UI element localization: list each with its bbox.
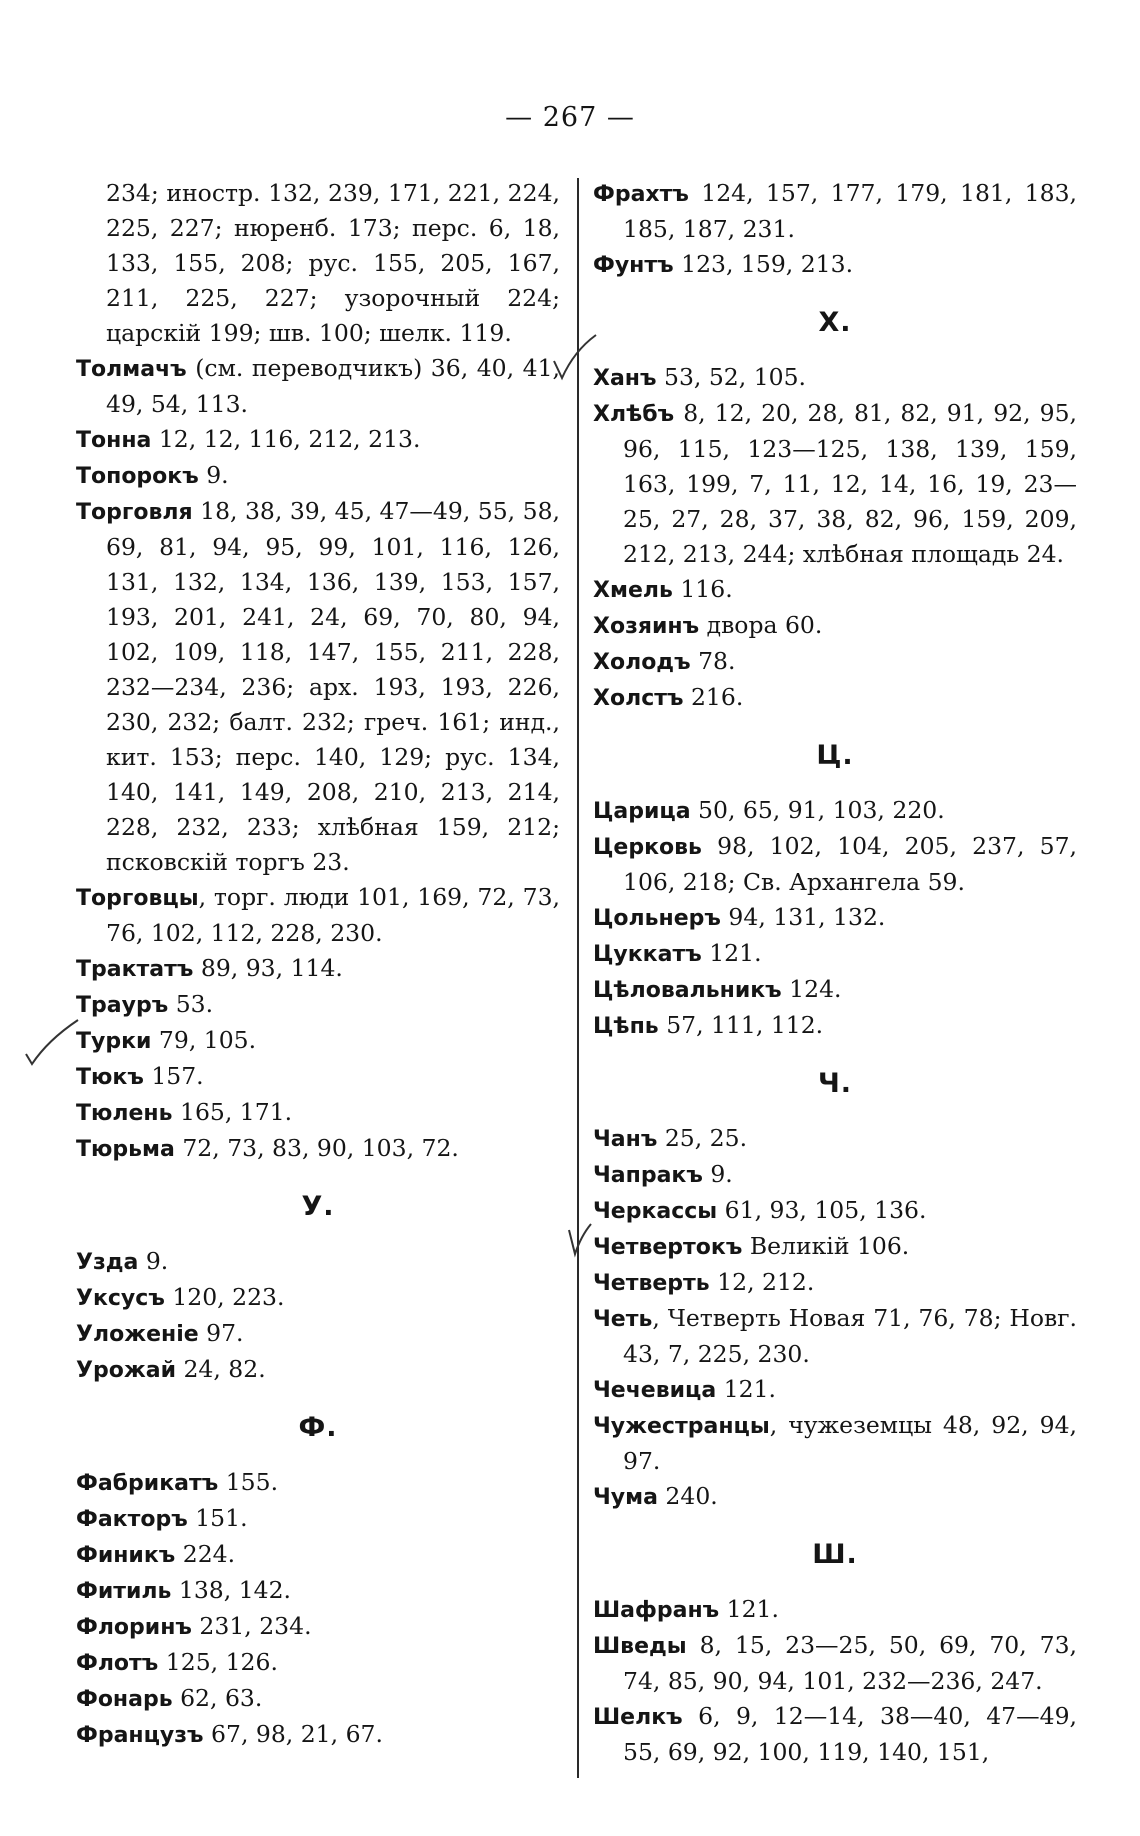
entry-head: Торговцы xyxy=(76,886,199,911)
index-entry xyxy=(593,1157,1077,1193)
entry-head: Хозяинъ xyxy=(593,614,700,639)
entry-refs: 231, 234. xyxy=(191,1612,312,1640)
index-entry xyxy=(593,1229,1077,1265)
section-letter-sh: Ш. xyxy=(812,1539,858,1570)
entry-refs: 240. xyxy=(657,1482,718,1510)
entry-head: Торговля xyxy=(76,500,193,525)
index-entry xyxy=(593,1372,1077,1408)
entry-head: Хмель xyxy=(593,578,673,603)
index-entry xyxy=(593,1628,1077,1699)
entry-refs: 216. xyxy=(683,683,744,711)
index-entry xyxy=(76,1023,560,1059)
index-entry xyxy=(76,1131,560,1167)
index-entry xyxy=(76,1280,560,1316)
entry-refs: 9. xyxy=(198,461,229,489)
entry-refs: 8, 15, 23—25, 50, 69, 70, 73, 74, 85, 90, 94, 101, 232—236, 247. xyxy=(623,1631,1077,1695)
section-letter-f: Ф. xyxy=(298,1412,338,1443)
entry-head: Флотъ xyxy=(76,1651,159,1676)
entry-head: Хлѣбъ xyxy=(593,402,675,427)
section-u xyxy=(76,1244,560,1388)
entry-head: Трактатъ xyxy=(76,957,194,982)
entry-head: Чапракъ xyxy=(593,1163,703,1188)
entry-refs: , чужеземцы 48, 92, 94, 97. xyxy=(623,1411,1077,1475)
index-entry xyxy=(593,1008,1077,1044)
index-entry xyxy=(593,247,1077,283)
entry-refs: 24, 82. xyxy=(175,1355,266,1383)
entry-head: Четвертокъ xyxy=(593,1235,743,1260)
checkmark-icon xyxy=(567,1222,595,1258)
entry-head: Цѣловальникъ xyxy=(593,978,782,1003)
entry-refs: 67, 98, 21, 67. xyxy=(203,1720,383,1748)
entry-head: Церковь xyxy=(593,835,702,860)
index-entry xyxy=(593,644,1077,680)
section-letter-ch: Ч. xyxy=(817,1068,853,1099)
index-entry xyxy=(593,1479,1077,1515)
entry-refs: 57, 111, 112. xyxy=(658,1011,824,1039)
entry-head: Цѣпь xyxy=(593,1014,659,1039)
entry-refs: 121. xyxy=(701,939,762,967)
entry-head: Фабрикатъ xyxy=(76,1471,219,1496)
entry-head: Чечевица xyxy=(593,1378,717,1403)
entry-head: Цуккатъ xyxy=(593,942,702,967)
entry-head: Четь xyxy=(593,1307,653,1332)
index-entry xyxy=(593,793,1077,829)
section-f-continued xyxy=(593,176,1077,283)
index-entry xyxy=(76,1609,560,1645)
index-entry xyxy=(76,1244,560,1280)
entry-refs: 72, 73, 83, 90, 103, 72. xyxy=(174,1134,459,1162)
entry-head: Царица xyxy=(593,799,691,824)
entry-refs: 79, 105. xyxy=(151,1026,257,1054)
entry-refs: , торг. люди 101, 169, 72, 73, 76, 102, 112, 228, 230. xyxy=(106,883,560,947)
entry-refs: 116. xyxy=(672,575,733,603)
entry-head: Ханъ xyxy=(593,366,657,391)
entry-refs: 89, 93, 114. xyxy=(193,954,343,982)
entry-head: Уложеніе xyxy=(76,1322,199,1347)
entry-head: Финикъ xyxy=(76,1543,176,1568)
index-entry xyxy=(76,458,560,494)
entry-head: Флоринъ xyxy=(76,1615,192,1640)
entry-head: Урожай xyxy=(76,1358,176,1383)
entry-refs: 53. xyxy=(168,990,214,1018)
entry-refs: 9. xyxy=(702,1160,733,1188)
index-entry xyxy=(76,987,560,1023)
index-entry xyxy=(593,1265,1077,1301)
section-letter-kh: Х. xyxy=(818,307,852,338)
entry-refs: 121. xyxy=(716,1375,777,1403)
entry-head: Узда xyxy=(76,1250,139,1275)
entry-head: Тюлень xyxy=(76,1101,173,1126)
entry-refs: 123, 159, 213. xyxy=(673,250,854,278)
entry-head: Тюрьма xyxy=(76,1137,175,1162)
entry-refs: 18, 38, 39, 45, 47—49, 55, 58, 69, 81, 94, 95, 99, 101, 116, 126, 131, 132, 134, 136, 139, 153, 157, 193, 201, 241, 24, 69, 70, 80, 94, 102, 109, 118, 147, 155, 211, 228, 232—234, 236; арх. 193, 193, 226, 230, 232; балт. 232; греч. 161; инд., кит. 153; перс. 140, 129; рус. 134, 140, 141, 149, 208, 210, 213, 214, 228, 232, 233; хлѣбная 159, 212; псковскій торгъ 23. xyxy=(106,497,560,876)
index-entry xyxy=(76,1352,560,1388)
entry-head: Французъ xyxy=(76,1723,204,1748)
index-entry xyxy=(593,1121,1077,1157)
index-entry xyxy=(76,494,560,880)
section-letter-u: У. xyxy=(301,1191,335,1222)
entry-refs: 61, 93, 105, 136. xyxy=(717,1196,927,1224)
entry-head: Чума xyxy=(593,1485,658,1510)
index-entry xyxy=(76,1681,560,1717)
entry-refs: 157. xyxy=(143,1062,204,1090)
entry-head: Факторъ xyxy=(76,1507,188,1532)
entry-head: Трауръ xyxy=(76,993,169,1018)
entry-refs: двора 60. xyxy=(699,611,823,639)
entry-refs: 6, 9, 12—14, 38—40, 47—49, 55, 69, 92, 100, 119, 140, 151, xyxy=(623,1702,1077,1766)
section-ch xyxy=(593,1121,1077,1515)
entry-refs: 125, 126. xyxy=(158,1648,278,1676)
section-f xyxy=(76,1465,560,1753)
section-ts xyxy=(593,793,1077,1044)
entry-refs: 224. xyxy=(175,1540,236,1568)
entry-refs: 121. xyxy=(719,1595,779,1623)
entry-refs: 138, 142. xyxy=(171,1576,292,1604)
index-entry xyxy=(593,1408,1077,1479)
column-divider xyxy=(577,178,579,1778)
section-letter-ts: Ц. xyxy=(816,740,854,771)
index-entry xyxy=(593,936,1077,972)
index-entry xyxy=(593,1193,1077,1229)
page-number: — 267 — xyxy=(505,102,635,133)
index-entry xyxy=(593,176,1077,247)
index-entry xyxy=(593,1301,1077,1372)
index-entry xyxy=(76,880,560,951)
right-column xyxy=(593,176,1077,1770)
index-entry xyxy=(76,1059,560,1095)
entry-refs: 94, 131, 132. xyxy=(720,903,886,931)
entry-head: Топорокъ xyxy=(76,464,199,489)
section-kh xyxy=(593,360,1077,716)
entry-head: Шафранъ xyxy=(593,1598,720,1623)
entry-head: Шведы xyxy=(593,1634,687,1659)
entry-refs: (см. переводчикъ) 36, 40, 41, 49, 54, 113. xyxy=(106,354,560,418)
left-column xyxy=(76,176,560,1753)
entry-refs: 62, 63. xyxy=(172,1684,263,1712)
index-entry xyxy=(593,396,1077,572)
index-entry xyxy=(76,1095,560,1131)
index-entry xyxy=(593,608,1077,644)
entry-refs: 151. xyxy=(187,1504,248,1532)
entry-refs: 78. xyxy=(690,647,736,675)
index-entry xyxy=(593,829,1077,900)
entry-head: Фонарь xyxy=(76,1687,173,1712)
index-entry xyxy=(593,680,1077,716)
entry-refs: , Четверть Новая 71, 76, 78; Новг. 43, 7, 225, 230. xyxy=(623,1304,1077,1368)
entry-head: Фрахтъ xyxy=(593,182,689,207)
entry-refs: Великій 106. xyxy=(742,1232,910,1260)
index-entry xyxy=(76,1717,560,1753)
index-entry xyxy=(593,900,1077,936)
entry-head: Уксусъ xyxy=(76,1286,165,1311)
entry-refs: 12, 212. xyxy=(709,1268,815,1296)
entry-refs: 9. xyxy=(138,1247,169,1275)
continuation-entry: 234; иностр. 132, 239, 171, 221, 224, 225, 227; нюренб. 173; перс. 6, 18, 133, 155, 208; рус. 155, 205, 167, 211, 225, 227; узорочный 224; царскій 199; шв. 100; шелк. 119. xyxy=(106,179,560,347)
index-entry xyxy=(76,1316,560,1352)
entry-refs: 124, 157, 177, 179, 181, 183, 185, 187, 231. xyxy=(623,179,1077,243)
index-entry xyxy=(593,360,1077,396)
entry-head: Турки xyxy=(76,1029,152,1054)
index-entry xyxy=(593,1592,1077,1628)
index-entry xyxy=(76,1465,560,1501)
entry-head: Тонна xyxy=(76,428,152,453)
entry-head: Холстъ xyxy=(593,686,684,711)
entry-head: Толмачъ xyxy=(76,357,187,382)
index-entry xyxy=(76,1573,560,1609)
entry-refs: 165, 171. xyxy=(172,1098,293,1126)
index-entry xyxy=(593,1699,1077,1770)
index-entry xyxy=(76,1645,560,1681)
entry-head: Цольнеръ xyxy=(593,906,721,931)
entry-refs: 120, 223. xyxy=(164,1283,285,1311)
entry-refs: 25, 25. xyxy=(657,1124,748,1152)
section-sh xyxy=(593,1592,1077,1770)
entry-head: Тюкъ xyxy=(76,1065,144,1090)
entry-head: Черкассы xyxy=(593,1199,718,1224)
entry-head: Шелкъ xyxy=(593,1705,683,1730)
entry-refs: 50, 65, 91, 103, 220. xyxy=(690,796,945,824)
entry-head: Холодъ xyxy=(593,650,691,675)
entry-head: Четверть xyxy=(593,1271,710,1296)
index-entry xyxy=(76,1537,560,1573)
section-t xyxy=(76,351,560,1167)
checkmark-icon xyxy=(22,1018,82,1068)
index-entry xyxy=(76,951,560,987)
index-entry xyxy=(593,972,1077,1008)
entry-refs: 53, 52, 105. xyxy=(656,363,807,391)
entry-refs: 155. xyxy=(218,1468,279,1496)
entry-head: Фунтъ xyxy=(593,253,674,278)
index-entry xyxy=(76,1501,560,1537)
entry-head: Чужестранцы xyxy=(593,1414,770,1439)
index-entry xyxy=(76,422,560,458)
index-entry xyxy=(76,351,560,422)
entry-refs: 124. xyxy=(781,975,842,1003)
entry-refs: 97. xyxy=(198,1319,244,1347)
entry-head: Фитиль xyxy=(76,1579,172,1604)
entry-refs: 98, 102, 104, 205, 237, 57, 106, 218; Св. Архангела 59. xyxy=(623,832,1077,896)
entry-refs: 8, 12, 20, 28, 81, 82, 91, 92, 95, 96, 115, 123—125, 138, 139, 159, 163, 199, 7, 11, 12, 14, 16, 19, 23—25, 27, 28, 37, 38, 82, 96, 159, 209, 212, 213, 244; хлѣбная площадь 24. xyxy=(623,399,1077,568)
index-entry xyxy=(593,572,1077,608)
entry-head: Чанъ xyxy=(593,1127,658,1152)
entry-refs: 12, 12, 116, 212, 213. xyxy=(151,425,421,453)
